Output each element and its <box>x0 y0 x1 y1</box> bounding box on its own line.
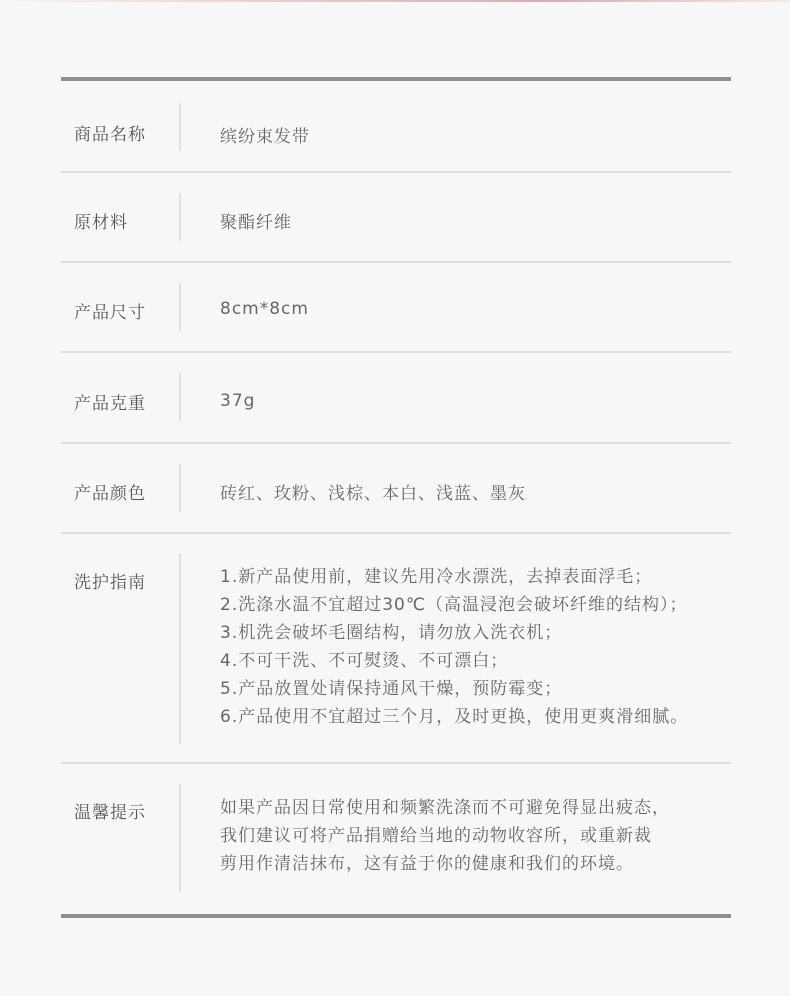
care-guide-item: 4.不可干洗、不可熨烫、不可漂白； <box>220 651 509 671</box>
tips-line: 剪用作清洁抹布，这有益于你的健康和我们的环境。 <box>220 854 634 874</box>
spec-value-material: 聚酯纤维 <box>220 213 292 233</box>
care-guide-item: 6.产品使用不宜超过三个月，及时更换，使用更爽滑细腻。 <box>220 707 689 727</box>
tips-paragraph <box>220 794 670 878</box>
product-spec-table <box>61 77 731 918</box>
column-divider <box>179 103 181 151</box>
spec-row-tips <box>61 764 731 914</box>
spec-row-product-name <box>61 81 731 173</box>
spec-row-size <box>61 263 731 353</box>
tips-line: 我们建议可将产品捐赠给当地的动物收容所，或重新裁 <box>220 826 652 846</box>
column-divider <box>179 373 181 421</box>
table-bottom-rule <box>61 914 731 918</box>
spec-label-size: 产品尺寸 <box>74 303 146 323</box>
care-guide-item: 5.产品放置处请保持通风干燥，预防霉变； <box>220 679 563 699</box>
spec-row-material <box>61 173 731 263</box>
spec-row-weight <box>61 353 731 444</box>
care-guide-list <box>220 563 688 731</box>
spec-value-colors: 砖红、玫粉、浅棕、本白、浅蓝、墨灰 <box>220 484 526 504</box>
spec-value-weight: 37g <box>220 391 256 411</box>
column-divider <box>179 464 181 512</box>
spec-row-care-guide <box>61 534 731 764</box>
spec-row-colors <box>61 444 731 534</box>
column-divider <box>179 784 181 892</box>
spec-value-size: 8cm*8cm <box>220 299 309 319</box>
spec-value-product-name: 缤纷束发带 <box>220 127 310 147</box>
spec-label-care-guide: 洗护指南 <box>74 573 146 593</box>
spec-label-colors: 产品颜色 <box>74 484 146 504</box>
tips-line: 如果产品因日常使用和频繁洗涤而不可避免得显出疲态， <box>220 798 670 818</box>
care-guide-item: 1.新产品使用前，建议先用冷水漂洗，去掉表面浮毛； <box>220 567 653 587</box>
column-divider <box>179 193 181 241</box>
care-guide-item: 2.洗涤水温不宜超过30℃（高温浸泡会破坏纤维的结构）； <box>220 595 688 615</box>
spec-label-tips: 温馨提示 <box>74 803 146 823</box>
spec-label-material: 原材料 <box>74 213 128 233</box>
top-accent-line <box>0 0 790 2</box>
spec-label-product-name: 商品名称 <box>74 125 146 145</box>
care-guide-item: 3.机洗会破坏毛圈结构，请勿放入洗衣机； <box>220 623 563 643</box>
column-divider <box>179 283 181 331</box>
column-divider <box>179 554 181 744</box>
spec-label-weight: 产品克重 <box>74 394 146 414</box>
